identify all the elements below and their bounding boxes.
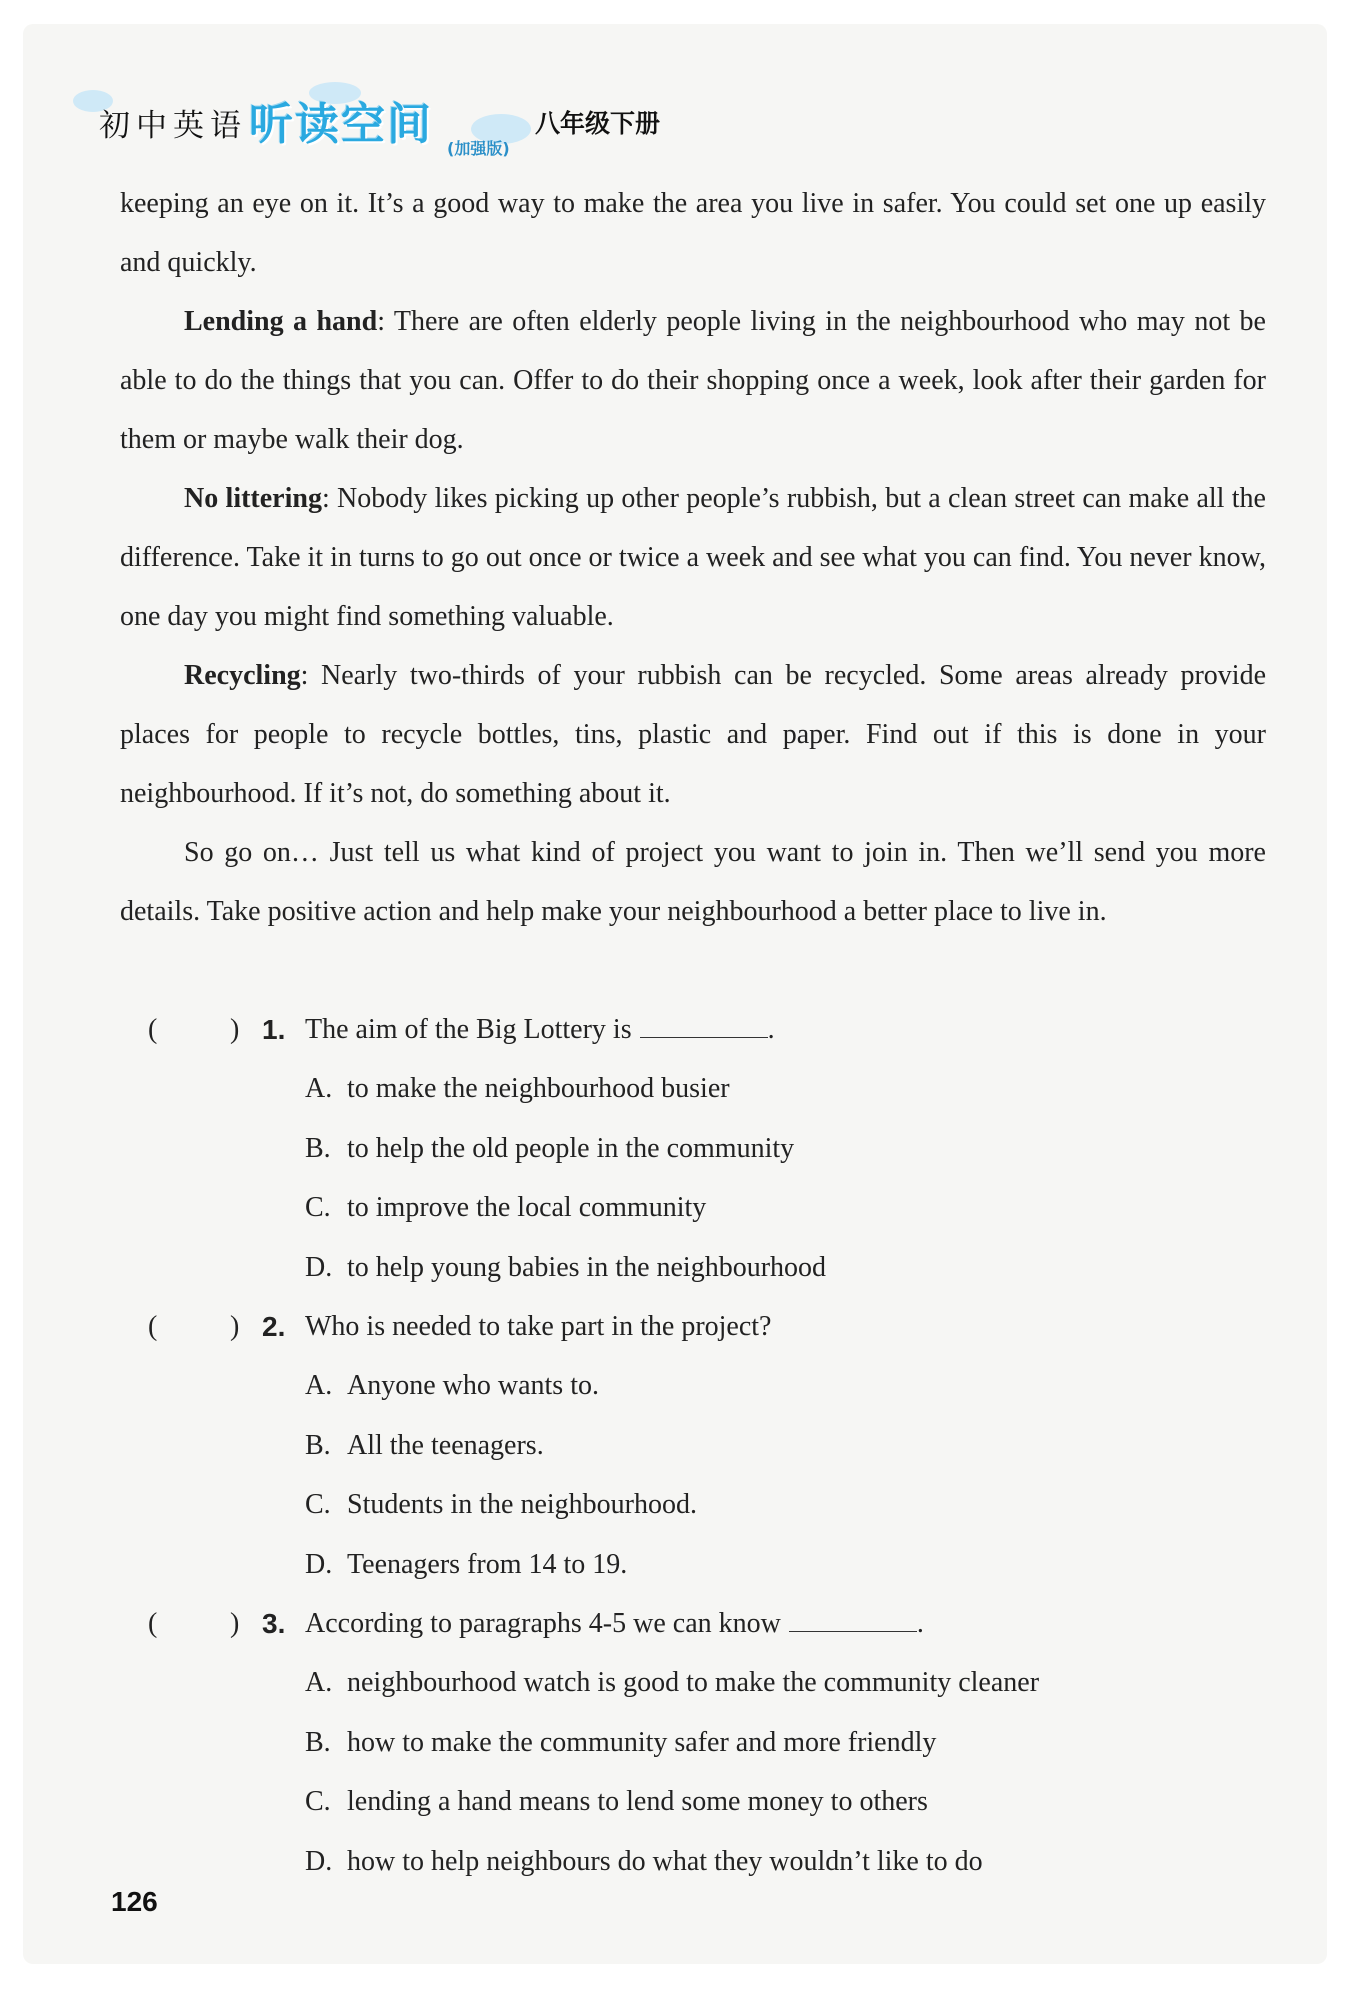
question-stem: According to paragraphs 4-5 we can know — [305, 1608, 781, 1639]
question-number: 1. — [262, 1014, 286, 1045]
question-text — [305, 1297, 771, 1356]
option-text: Teenagers from 14 to 19. — [347, 1548, 628, 1580]
paragraph-text: : Nearly two-thirds of your rubbish can be recycled. Some areas already provide places for people to recycle bottles, tins, plastic and paper. Find out if this is done in your neighbourhood. If it’s not, do something about it. — [120, 660, 1266, 809]
option-text: All the teenagers. — [347, 1429, 544, 1461]
brand-logo: 听读空间 — [249, 99, 433, 150]
paragraph: keeping an eye on it. It’s a good way to make the area you live in safer. You could set one up easily and quickly. — [120, 188, 1266, 278]
option-a — [120, 1653, 1266, 1713]
option-text: to help the old people in the community — [347, 1132, 795, 1164]
paragraph-text: : Nobody likes picking up other people’s rubbish, but a clean street can make all the difference. Take it in turns to go out once or twice a week and see what you can find. You never know, one day you might find something valuable. — [120, 483, 1266, 632]
question-end: . — [767, 1014, 775, 1045]
question-item — [120, 1594, 1266, 1653]
answer-paren-right: ) — [230, 1311, 240, 1342]
option-letter: D. — [305, 1845, 333, 1877]
option-letter: D. — [305, 1548, 333, 1580]
paragraph-heading: Lending a hand — [184, 306, 378, 337]
option-letter: A. — [305, 1073, 333, 1104]
question-number: 2. — [262, 1311, 286, 1342]
option-a — [120, 1356, 1266, 1416]
question-text — [305, 1000, 775, 1059]
paragraph: So go on… Just tell us what kind of project you want to join in. Then we’ll send you more details. Take positive action and help make your neighbourhood a better place to live in. — [120, 837, 1266, 927]
answer-paren-right: ) — [230, 1014, 240, 1045]
answer-paren-left: ( — [148, 1608, 158, 1639]
paragraph — [120, 292, 1266, 469]
page-number: 126 — [111, 1886, 158, 1917]
option-letter: A. — [305, 1370, 333, 1401]
option-d — [120, 1238, 1266, 1298]
option-a — [120, 1059, 1266, 1119]
paragraph-heading: Recycling — [184, 660, 301, 691]
grade-label: 八年级下册 — [535, 109, 661, 138]
option-letter: B. — [305, 1726, 331, 1758]
question-list — [120, 1000, 1266, 1891]
option-text: to make the neighbourhood busier — [347, 1073, 730, 1104]
answer-blank[interactable] — [789, 1595, 917, 1632]
question-text — [305, 1594, 924, 1653]
option-letter: C. — [305, 1489, 331, 1520]
option-text: neighbourhood watch is good to make the community cleaner — [347, 1667, 1040, 1698]
series-title: 初中英语 — [99, 108, 247, 144]
book-page — [23, 24, 1327, 1964]
question-number: 3. — [262, 1608, 286, 1639]
option-letter: C. — [305, 1192, 331, 1223]
option-text: Students in the neighbourhood. — [347, 1489, 697, 1520]
option-c — [120, 1475, 1266, 1535]
paragraph — [120, 646, 1266, 823]
answer-paren-right: ) — [230, 1608, 240, 1639]
option-c — [120, 1178, 1266, 1238]
option-c — [120, 1772, 1266, 1832]
reading-passage — [120, 174, 1266, 941]
page-header — [73, 70, 773, 160]
paragraph-text: : There are often elderly people living in the neighbourhood who may not be able to do the things that you can. Offer to do their shopping once a week, look after their garden for them or maybe walk their dog. — [120, 306, 1266, 455]
option-letter: B. — [305, 1429, 331, 1461]
question-stem: The aim of the Big Lottery is — [305, 1014, 632, 1045]
option-b — [120, 1713, 1266, 1773]
option-d — [120, 1832, 1266, 1892]
question-end: . — [916, 1608, 924, 1639]
answer-paren-left: ( — [148, 1311, 158, 1342]
paragraph-heading: No littering — [184, 483, 322, 514]
option-b — [120, 1416, 1266, 1476]
option-text: to help young babies in the neighbourhood — [347, 1251, 827, 1283]
option-text: to improve the local community — [347, 1192, 707, 1223]
answer-paren-left: ( — [148, 1014, 158, 1045]
option-d — [120, 1535, 1266, 1595]
option-letter: B. — [305, 1132, 331, 1164]
question-item — [120, 1297, 1266, 1356]
brand-subtitle: (加强版) — [447, 139, 510, 158]
option-text: how to help neighbours do what they wouldn’t like to do — [347, 1845, 983, 1877]
option-text: Anyone who wants to. — [347, 1370, 599, 1401]
option-letter: C. — [305, 1786, 331, 1817]
question-item — [120, 1000, 1266, 1059]
option-letter: D. — [305, 1251, 333, 1283]
option-letter: A. — [305, 1667, 333, 1698]
question-stem: Who is needed to take part in the project? — [305, 1311, 772, 1342]
option-text: how to make the community safer and more friendly — [347, 1726, 937, 1758]
paragraph — [120, 469, 1266, 646]
option-text: lending a hand means to lend some money to others — [347, 1786, 928, 1817]
answer-blank[interactable] — [640, 1001, 768, 1038]
option-b — [120, 1119, 1266, 1179]
